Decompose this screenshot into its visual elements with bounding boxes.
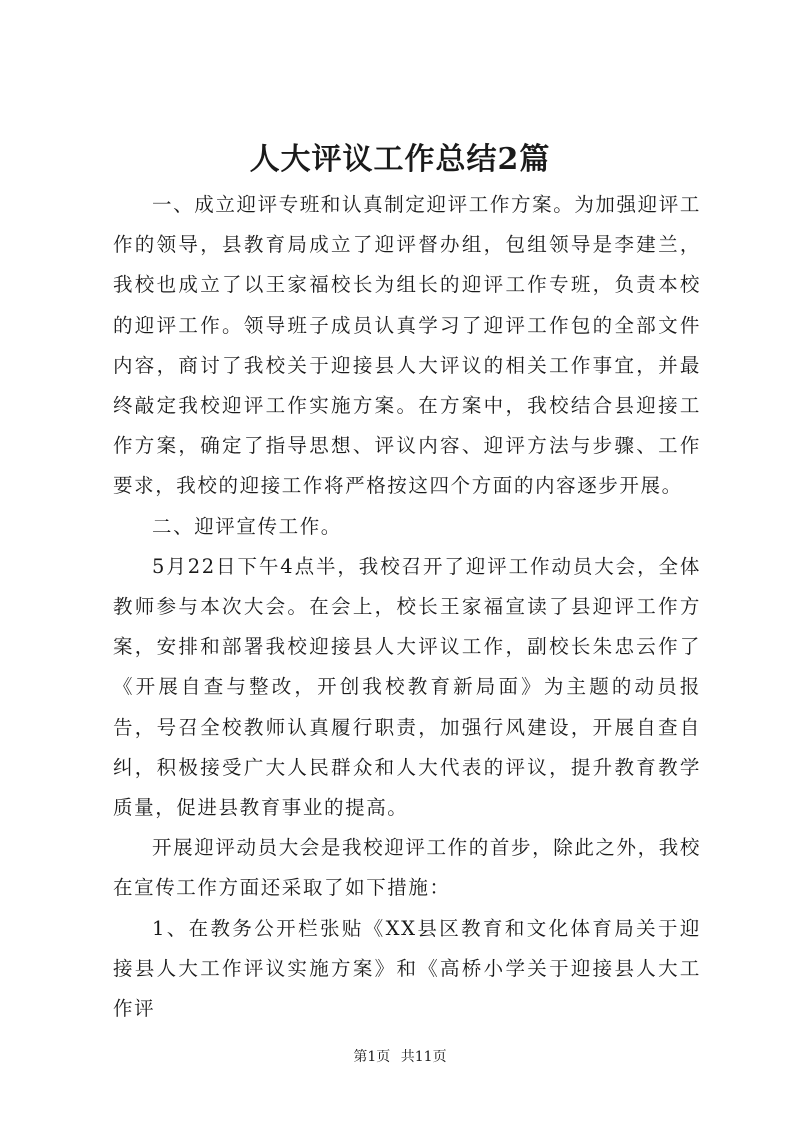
paragraph-4: 开展迎评动员大会是我校迎评工作的首步，除此之外，我校在宣传工作方面还采取了如下措施： xyxy=(113,836,701,900)
paragraph-5: 1、在教务公开栏张贴《XX县区教育和文化体育局关于迎接县人大工作评议实施方案》和《高桥小学关于迎接县人大工作评 xyxy=(113,916,701,1021)
paragraph-3: 5月22日下午4点半，我校召开了迎评工作动员大会，全体教师参与本次大会。在会上，校长王家福宣读了县迎评工作方案，安排和部署我校迎接县人大评议工作，副校长朱忠云作了《开展自查与整改，开创我校教育新局面》为主题的动员报告，号召全校教师认真履行职责，加强行风建设，开展自查自纠，积极接受广大人民群众和人大代表的评议，提升教育教学质量，促进县教育事业的提高。 xyxy=(113,554,701,820)
page-number: 第1页 xyxy=(353,1049,391,1065)
page-footer xyxy=(0,1047,800,1067)
page-total: 共11页 xyxy=(400,1049,447,1065)
paragraph-2: 二、迎评宣传工作。 xyxy=(152,514,342,538)
paragraph-1: 一、成立迎评专班和认真制定迎评工作方案。为加强迎评工作的领导，县教育局成立了迎评督办组，包组领导是李建兰，我校也成立了以王家福校长为组长的迎评工作专班，负责本校的迎评工作。领导班子成员认真学习了迎评工作包的全部文件内容，商讨了我校关于迎接县人大评议的相关工作事宜，并最终敲定我校迎评工作实施方案。在方案中，我校结合县迎接工作方案，确定了指导思想、评议内容、迎评方法与步骤、工作要求，我校的迎接工作将严格按这四个方面的内容逐步开展。 xyxy=(113,193,701,498)
document-title: 人大评议工作总结2篇 xyxy=(249,142,551,177)
document-body xyxy=(113,185,701,1029)
